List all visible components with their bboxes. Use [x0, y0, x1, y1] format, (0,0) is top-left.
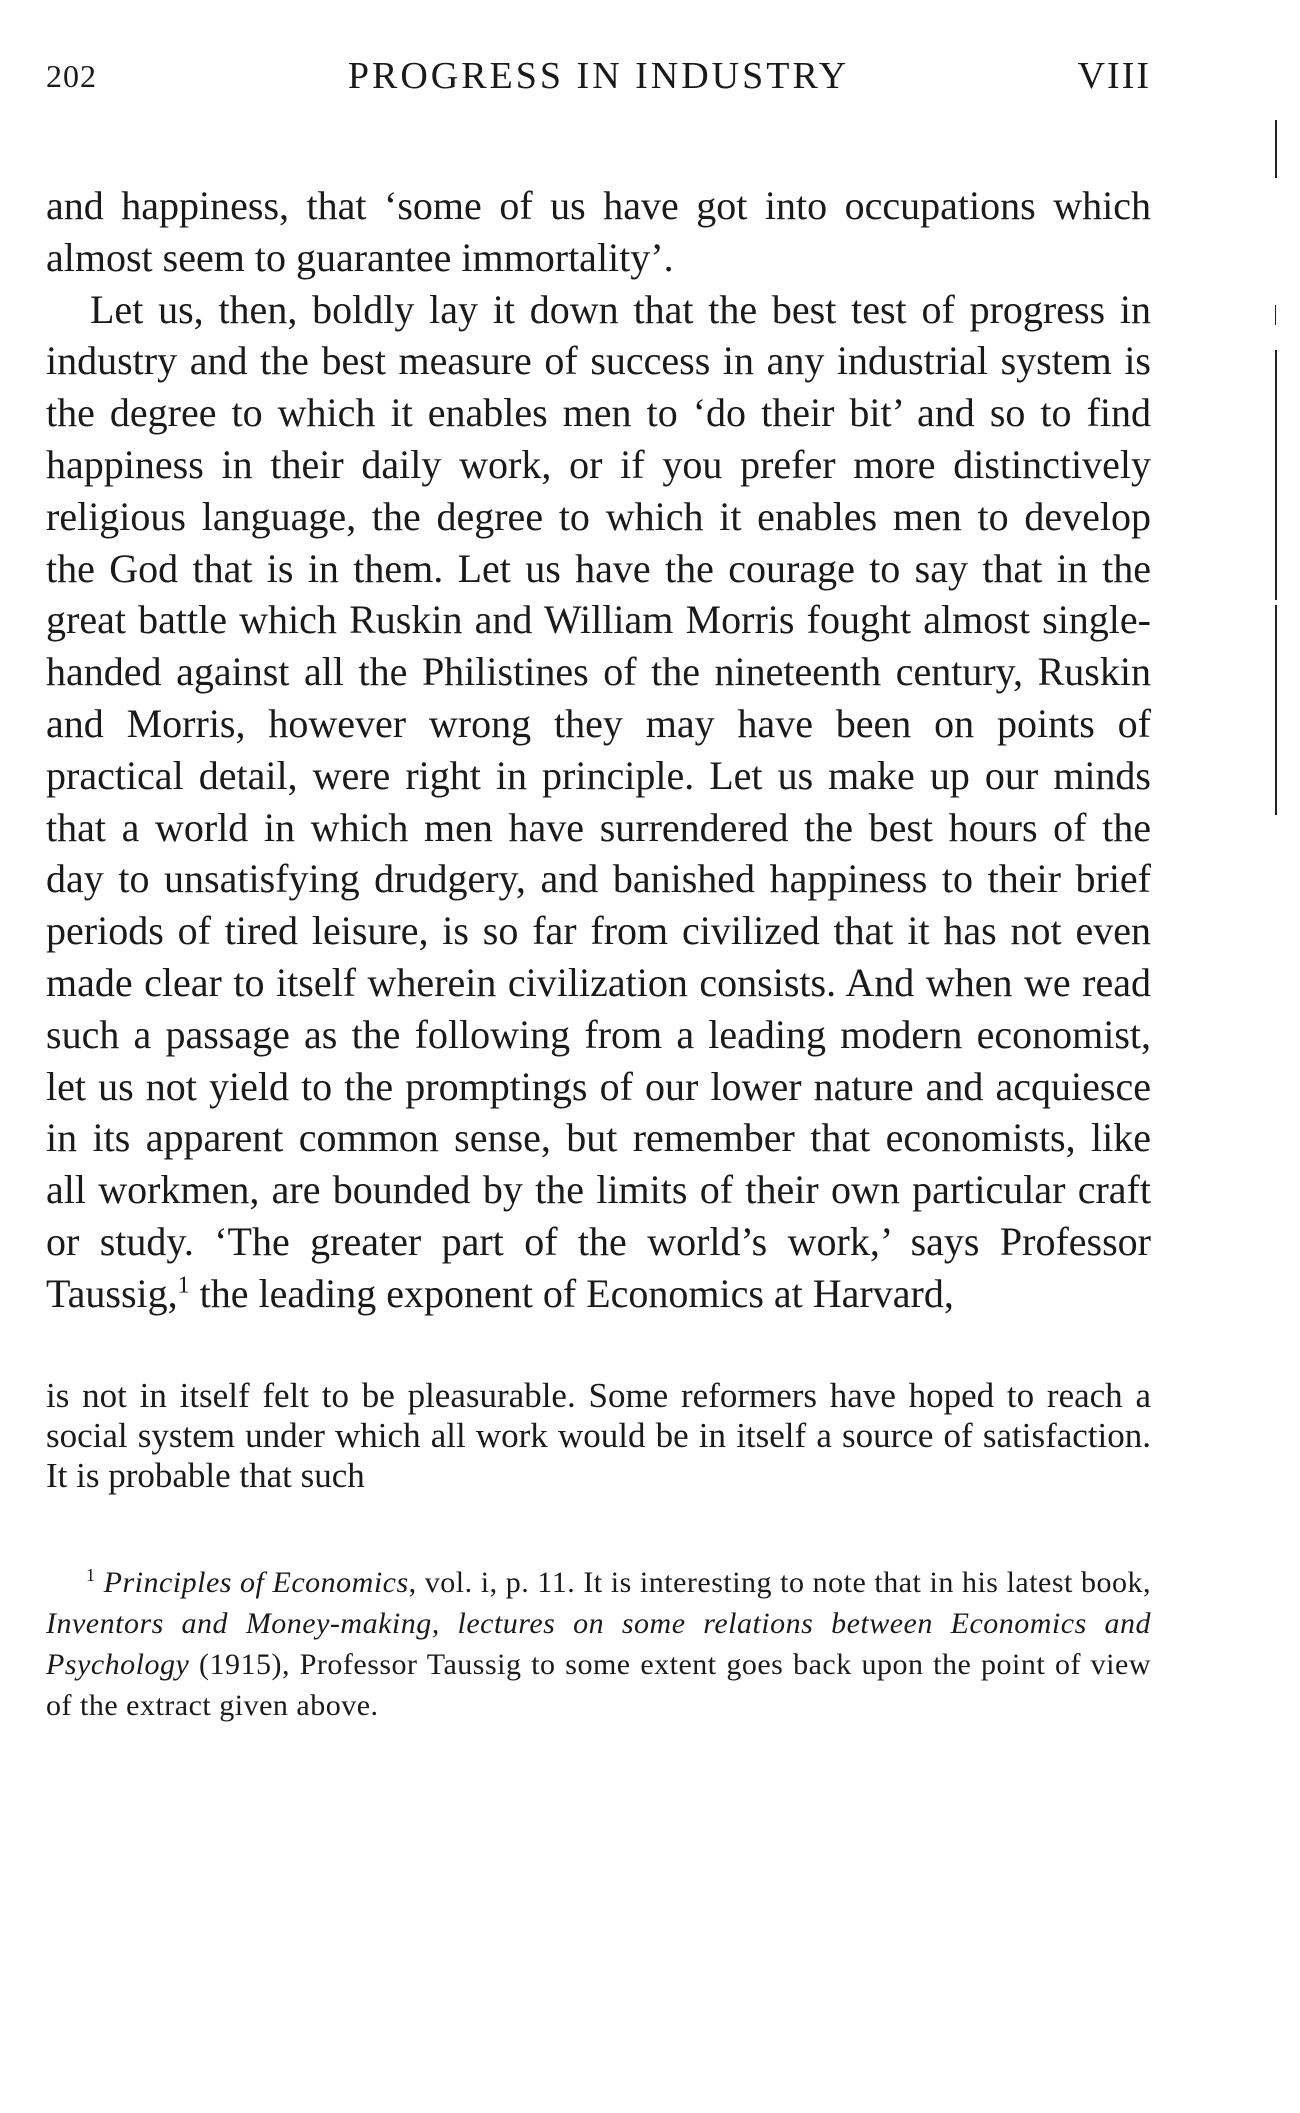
paragraph-text: Let us, then, boldly lay it down that the best test of progress in industry and the best measure of success in any industrial system is the degree to which it enables men to ‘do their bit’ and so to find happiness in their daily work, or if you prefer more distinctively religious language, the degree to which it enables men to develop the God that is in them. Let us have the courage to say that in the great battle which Ruskin and William Morris fought almost single-handed against all the Philistines of the nineteenth century, Ruskin and Morris, however wrong they may have been on points of practical detail, were right in principle. Let us make up our minds that a world in which men have surrendered the best hours of the day to unsatisfying drudgery, and banished happiness to their brief periods of tired leisure, is so far from civilized that it has not even made clear to itself wherein civilization consists. And when we read such a passage as the following from a leading modern economist, let us not yield to the promptings of our lower nature and acquiesce in its apparent common sense, but remember that economists, like all workmen, are bounded by the limits of their own particular craft or study. ‘The greater part of the world’s work,’ says Professor Taussig,	[46, 286, 1151, 1316]
paragraph	[46, 284, 1151, 1320]
footnote-text: , vol. i, p. 11. It is interesting to note that in his latest book,	[408, 1565, 1152, 1599]
book-page	[46, 50, 1151, 1726]
paragraph-continuation: and happiness, that ‘some of us have got into occupations which almost seem to guarantee immortality’.	[46, 183, 1151, 280]
main-text	[46, 180, 1151, 1320]
margin-mark	[1275, 305, 1276, 325]
footnote-text-2: (1915), Professor Taussig to some extent goes back upon the point of view of the extract given above.	[46, 1647, 1151, 1722]
running-header	[46, 50, 1151, 110]
footnote-book-title-2: Inventors and Money-making, lectures on some relations between Economics and Psychology	[46, 1606, 1151, 1681]
footnote-reference: 1	[177, 1272, 190, 1299]
page-number: 202	[46, 58, 97, 94]
margin-mark	[1275, 120, 1277, 178]
footnote-book-title: Principles of Economics	[103, 1565, 409, 1599]
margin-mark	[1275, 605, 1277, 815]
running-title: PROGRESS IN INDUSTRY	[347, 55, 850, 97]
margin-mark	[1275, 350, 1277, 600]
footnote	[46, 1562, 1151, 1726]
paragraph-text-end: the leading exponent of Economics at Harvard,	[189, 1270, 954, 1316]
quote-text: is not in itself felt to be pleasurable. Some reformers have hoped to reach a social system under which all work would be in itself a source of satisfaction. It is probable that such	[46, 1375, 1151, 1495]
block-quote	[46, 1376, 1151, 1496]
chapter-number: VIII	[1077, 55, 1151, 97]
footnote-marker: 1	[86, 1564, 96, 1585]
